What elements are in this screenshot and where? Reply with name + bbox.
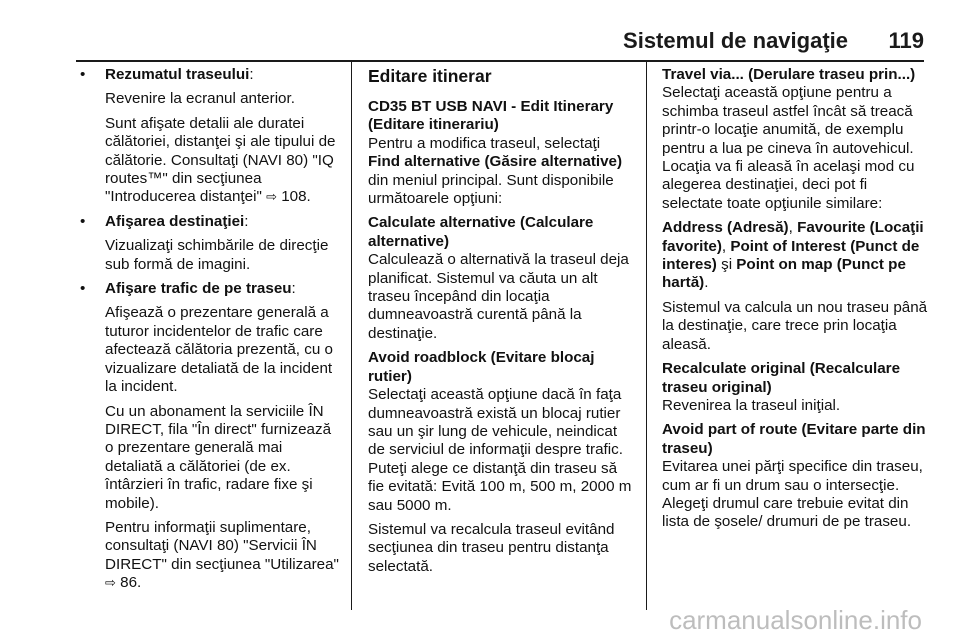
page-number: 119 (888, 28, 924, 53)
paragraph: Calculează o alternativă la traseul deja planificat. Sistemul va căuta un alt traseu începând din locaţia dumneavoastră curentă până la destinaţie. (368, 251, 629, 342)
page-title: Sistemul de navigaţie (623, 28, 848, 53)
paragraph: Sistemul va recalcula traseul evitând secţiunea din traseu pentru distanţa selectată. (368, 520, 615, 575)
column-3 (662, 66, 932, 538)
bullet-item-route-traffic (78, 280, 343, 593)
separator: , (788, 219, 798, 237)
menu-option-term: Find alternative (Găsire alternative) (368, 153, 623, 171)
column-2 (368, 66, 636, 582)
bullet-item-destination-display (78, 213, 343, 274)
paragraph: Selectaţi această opţiune dacă în faţa dumneavoastră există un blocaj rutier sau un şir lung de vehicule, neindicat de serviciul de informaţii despre trafic. Puteţi alege ce distanţă din traseu să fie evitată: Evită 100 m, 500 m, 2000 m sau 5000 m. (368, 386, 632, 514)
watermark: carmanualsonline.info (669, 605, 922, 635)
paragraph-text: din meniul principal. Sunt disponibile următoarele opţiuni: (368, 171, 614, 208)
page-ref-arrow-icon: ⇨ (266, 189, 277, 205)
paragraph: Afişează o prezentare generală a tuturor incidentelor de trafic care afectează călătoria prezentă, cu o vizualizare detaliată de la incident la incident. (105, 304, 333, 396)
separator: , (721, 237, 731, 255)
paragraph (368, 135, 636, 209)
subheading: Travel via... (Derulare traseu prin...) (662, 66, 916, 83)
page-ref: 108. (281, 188, 311, 206)
subheading: Avoid roadblock (Evitare blocaj rutier) (368, 349, 595, 385)
page-ref-arrow-icon: ⇨ (105, 575, 116, 591)
option-term: Point of Interest (Punct de interes) (662, 237, 920, 274)
header-rule (76, 60, 924, 62)
option-term: Favourite (Locaţii favorite) (662, 219, 924, 255)
column-divider-2 (646, 62, 647, 610)
bullet-label: Afişarea destinaţiei (105, 212, 245, 230)
page-ref: 86. (120, 574, 142, 592)
subheading: Calculate alternative (Calculare alternative) (368, 214, 594, 250)
bullet-icon: • (80, 212, 86, 230)
paragraph (105, 519, 343, 593)
colon: : (249, 66, 254, 83)
colon: : (291, 280, 296, 298)
paragraph-text: Sunt afişate detalii ale duratei călătoriei, distanţei şi ale tipului de călătorie. Consultaţi (NAVI 80) "IQ routes™" din secţiunea "Introducerea distanţei" (105, 114, 336, 206)
paragraph-text: Pentru a modifica traseul, selectaţi (368, 134, 601, 152)
bullet-icon: • (80, 280, 86, 298)
bullet-icon: • (80, 66, 86, 83)
subheading: Avoid part of route (Evitare parte din traseu) (662, 421, 926, 457)
paragraph: Sistemul va calcula un nou traseu până la destinaţie, care trece prin locaţia aleasă. (662, 298, 928, 353)
paragraph: Revenire la ecranul anterior. (105, 90, 295, 108)
paragraph-text: Pentru informaţii suplimentare, consultaţi (NAVI 80) "Servicii ÎN DIRECT" din secţiunea "Utilizarea" (105, 518, 339, 573)
section-title: Editare itinerar (368, 66, 492, 86)
paragraph: Vizualizaţi schimbările de direcţie sub formă de imagini. (105, 237, 329, 273)
paragraph: Evitarea unei părţi specifice din traseu, cum ar fi un drum sau o intersecţie. Alegeţi drumul care trebuie evitat din lista de şosele/ drumuri de pe traseu. (662, 458, 923, 531)
paragraph: Revenirea la traseul iniţial. (662, 396, 841, 414)
colon: : (244, 212, 249, 230)
paragraph: Selectaţi această opţiune pentru a schimba traseul astfel încât să treacă printr-o locaţie anumită, de exemplu pentru a lua pe cineva în autovehicul. Locaţia va fi aleasă în acelaşi mod cu alegerea destinaţiei, deci pot fi selectate toate opţiunile similare: (662, 84, 915, 212)
paragraph: Cu un abonament la serviciile ÎN DIRECT, fila "În direct" furnizează o prezentare generală mai detaliată a călătoriei (de ex. întârzieri în trafic, radare fixe şi mobile). (105, 402, 332, 512)
paragraph (105, 115, 343, 207)
paragraph-options (662, 219, 932, 293)
column-1 (78, 66, 343, 599)
subheading: Recalculate original (Recalculare traseu original) (662, 360, 901, 396)
page-header (0, 20, 960, 56)
column-divider-1 (351, 62, 352, 610)
option-term: Point on map (Punct pe hartă) (662, 256, 906, 292)
separator: şi (716, 256, 737, 274)
bullet-label: Afişare trafic de pe traseu (105, 280, 292, 298)
separator: . (704, 274, 709, 292)
option-term: Address (Adresă) (662, 219, 789, 237)
bullet-label: Rezumatul traseului (105, 66, 250, 83)
bullet-item-route-summary (78, 66, 343, 207)
subheading: CD35 BT USB NAVI - Edit Itinerary (Editare itinerariu) (368, 98, 614, 134)
